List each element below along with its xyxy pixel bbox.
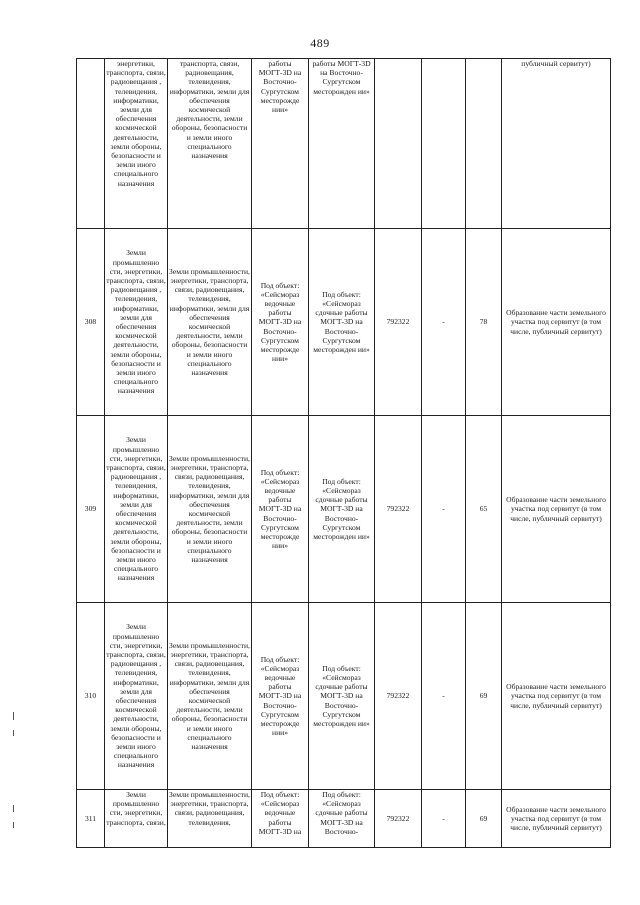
land-registry-table <box>76 58 611 848</box>
row-number-cell: 311 <box>77 790 105 848</box>
dash-cell: - <box>422 603 466 790</box>
land-category-general-cell: Земли промышленно сти, энергетики, транспорта, связи, радиовещания , телевидения, информатики, земли для обеспечения космической деятельности, земли обороны, безопасности и земли иного специального назначения <box>105 229 168 416</box>
area-cell: 69 <box>466 603 502 790</box>
land-category-general-cell: Земли промышленно сти, энергетики, транспорта, связи, радиовещания , телевидения, информатики, земли для обеспечения космической деятельности, земли обороны, безопасности и земли иного специального назначения <box>105 603 168 790</box>
purpose-cell: Образование части земельного участка под сервитут (в том числе, публичный сервитут) <box>502 603 611 790</box>
purpose-cell: Образование части земельного участка под сервитут (в том числе, публичный сервитут) <box>502 790 611 848</box>
table-row-fragment-top <box>77 59 611 229</box>
table-row-fragment-bottom <box>77 790 611 848</box>
cadastral-code-cell <box>375 59 422 229</box>
table-row <box>77 416 611 603</box>
scan-margin-mark <box>13 730 14 736</box>
land-category-detail-cell: транспорта, связи, радиовещания, телевидения, информатики, земли для обеспечения космической деятельности, земли обороны, безопасности и земли иного специального назначения <box>168 59 252 229</box>
object-short-cell: Под объект: «Сейсмораз ведочные работы МОГТ-3D на <box>252 790 309 848</box>
cadastral-code-cell: 792322 <box>375 603 422 790</box>
scan-margin-mark <box>13 805 14 812</box>
row-number-cell: 310 <box>77 603 105 790</box>
object-short-cell: Под объект: «Сейсмораз ведочные работы МОГТ-3D на Восточно-Сургутском месторожде нии» <box>252 603 309 790</box>
area-cell: 69 <box>466 790 502 848</box>
page-number: 489 <box>310 36 330 50</box>
purpose-cell: Образование части земельного участка под сервитут (в том числе, публичный сервитут) <box>502 229 611 416</box>
dash-cell: - <box>422 416 466 603</box>
scan-margin-mark <box>13 822 14 828</box>
purpose-cell: Образование части земельного участка под сервитут (в том числе, публичный сервитут) <box>502 416 611 603</box>
table-row <box>77 603 611 790</box>
cadastral-code-cell: 792322 <box>375 790 422 848</box>
area-cell: 78 <box>466 229 502 416</box>
purpose-cell: публичный сервитут) <box>502 59 611 229</box>
row-number-cell <box>77 59 105 229</box>
dash-cell: - <box>422 229 466 416</box>
object-full-cell: Под объект: «Сейсмораз сдочные работы МОГТ-3D на Восточно-Сургутском месторожден ии» <box>309 603 375 790</box>
land-category-detail-cell: Земли промышленности, энергетики, транспорта, связи, радиовещания, телевидения, <box>168 790 252 848</box>
object-full-cell: работы МОГТ-3D на Восточно-Сургутском месторожден ии» <box>309 59 375 229</box>
row-number-cell: 309 <box>77 416 105 603</box>
cadastral-code-cell: 792322 <box>375 416 422 603</box>
dash-cell: - <box>422 790 466 848</box>
object-short-cell: Под объект: «Сейсмораз ведочные работы МОГТ-3D на Восточно-Сургутском месторожде нии» <box>252 229 309 416</box>
object-short-cell: работы МОГТ-3D на Восточно-Сургутском месторожде нии» <box>252 59 309 229</box>
land-category-detail-cell: Земли промышленности, энергетики, транспорта, связи, радиовещания, телевидения, информатики, земли для обеспечения космической деятельности, земли обороны, безопасности и земли иного специального назначения <box>168 416 252 603</box>
object-full-cell: Под объект: «Сейсмораз сдочные работы МОГТ-3D на Восточно-Сургутском месторожден ии» <box>309 229 375 416</box>
land-category-general-cell: Земли промышленно сти, энергетики, транспорта, связи, <box>105 790 168 848</box>
cadastral-code-cell: 792322 <box>375 229 422 416</box>
land-category-detail-cell: Земли промышленности, энергетики, транспорта, связи, радиовещания, телевидения, информатики, земли для обеспечения космической деятельности, земли обороны, безопасности и земли иного специального назначения <box>168 229 252 416</box>
area-cell: 65 <box>466 416 502 603</box>
land-category-general-cell: энергетики, транспорта, связи, радиовещания , телевидения, информатики, земли для обеспечения космической деятельности, земли обороны, безопасности и земли иного специального назначения <box>105 59 168 229</box>
area-cell <box>466 59 502 229</box>
object-short-cell: Под объект: «Сейсмораз ведочные работы МОГТ-3D на Восточно-Сургутском месторожде нии» <box>252 416 309 603</box>
object-full-cell: Под объект: «Сейсмораз сдочные работы МОГТ-3D на Восточно- <box>309 790 375 848</box>
land-category-detail-cell: Земли промышленности, энергетики, транспорта, связи, радиовещания, телевидения, информатики, земли для обеспечения космической деятельности, земли обороны, безопасности и земли иного специального назначения <box>168 603 252 790</box>
table-row <box>77 229 611 416</box>
row-number-cell: 308 <box>77 229 105 416</box>
dash-cell <box>422 59 466 229</box>
scan-margin-mark <box>13 712 14 720</box>
object-full-cell: Под объект: «Сейсмораз сдочные работы МОГТ-3D на Восточно-Сургутском месторожден ии» <box>309 416 375 603</box>
land-category-general-cell: Земли промышленно сти, энергетики, транспорта, связи, радиовещания , телевидения, информатики, земли для обеспечения космической деятельности, земли обороны, безопасности и земли иного специального назначения <box>105 416 168 603</box>
